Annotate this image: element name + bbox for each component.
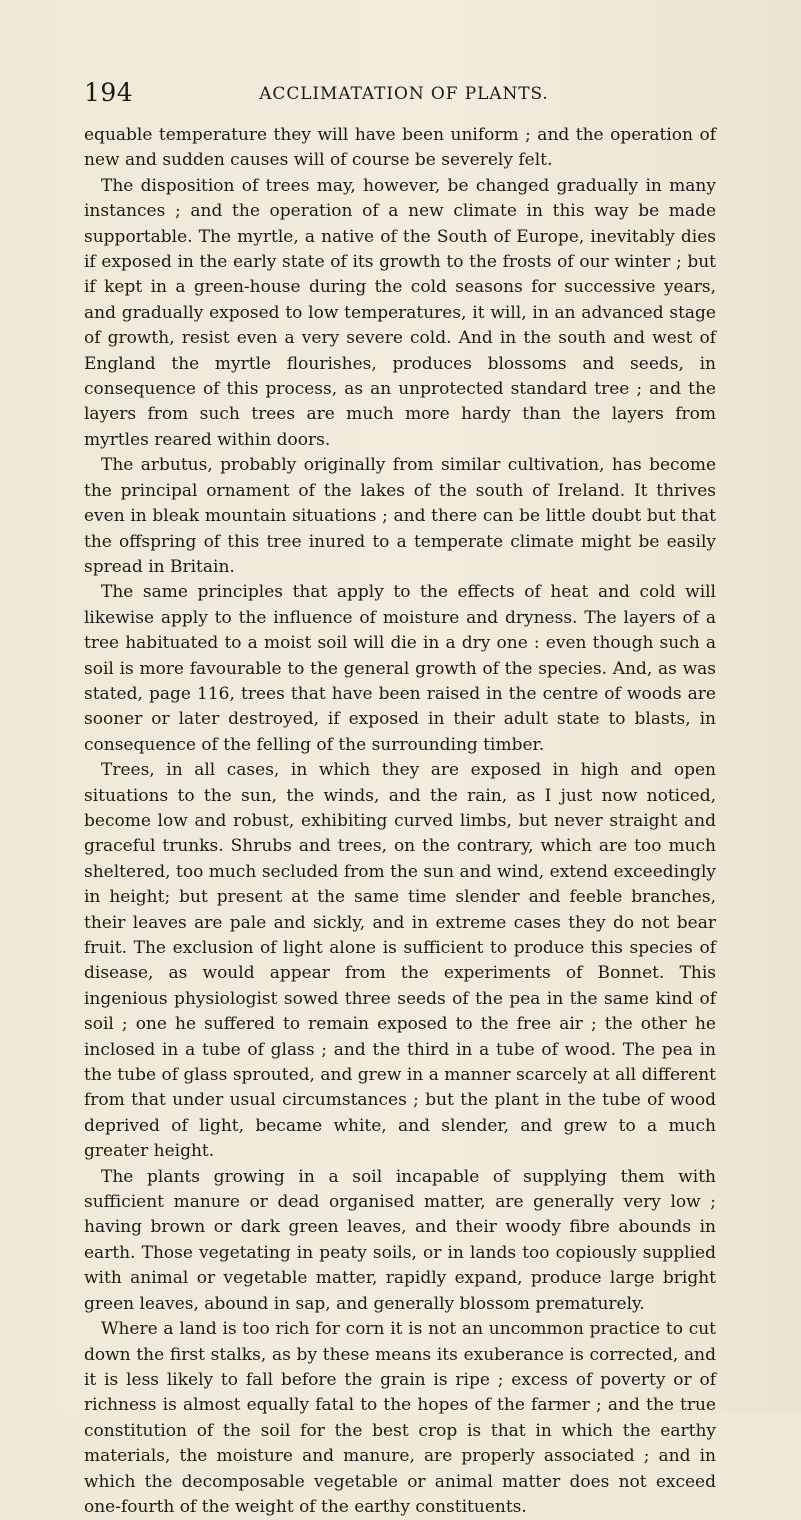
paragraph-soil: The plants growing in a soil incapable of supplying them with sufficient manure or dead organised matter, are generally very low ; having brown or dark green leaves, and their woody fibre abounds in earth. Those vegetating in peaty soils, or in lands too copiously supplied with animal or vegetable matter, rapidly expand, produce large bright green leaves, abound in sap, and generally blossom prematurely. (84, 1166, 716, 1314)
paragraph-exposure: Trees, in all cases, in which they are exposed in high and open situations to the sun, the winds, and the rain, as I just now noticed, become low and robust, exhibiting curved limbs, but never straight and graceful trunks. Shrubs and trees, on the contrary, which are too much sheltered, too much secluded from the sun and wind, extend exceedingly in height; but present at the same time slender and feeble branches, their leaves are pale and sickly, and in extreme cases they do not bear fruit. The exclusion of light alone is sufficient to produce this species of disease, as would appear from the experiments of Bonnet. This ingenious physiologist sowed three seeds of the pea in the same kind of soil ; one he suffered to remain exposed to the free air ; the other he inclosed in a tube of glass ; and the third in a tube of wood. The pea in the tube of glass sprouted, and grew in a manner scarcely at all different from that under usual circumstances ; but the plant in the tube of wood deprived of light, became white, and slender, and grew to a much greater height. (84, 760, 716, 1162)
paragraph-myrtle: The disposition of trees may, however, be changed gradually in many instances ; and the operation of a new climate in this way be made supportable. The myrtle, a native of the South of Europe, inevitably dies if exposed in the early state of its growth to the frosts of our winter ; but if kept in a green-house during the cold seasons for successive years, and gradually exposed to low temperatures, it will, in an advanced stage of growth, resist even a very severe cold. And in the south and west of England the myrtle flourishes, produces blossoms and seeds, in consequence of this process, as an unprotected standard tree ; and the layers from such trees are much more hardy than the layers from myrtles reared within doors. (84, 175, 716, 450)
paragraph-arbutus: The arbutus, probably originally from similar cultivation, has become the principal ornament of the lakes of the south of Ireland. It thrives even in bleak mountain situations ; and there can be little doubt but that the offspring of this tree inured to a temperate climate might be easily spread in Britain. (84, 455, 716, 577)
page-header (64, 78, 744, 112)
body-text (84, 123, 716, 1520)
paragraph-moisture: The same principles that apply to the effects of heat and cold will likewise apply to the influence of moisture and dryness. The layers of a tree habituated to a moist soil will die in a dry one : even though such a soil is more favourable to the general growth of the species. And, as was stated, page 116, trees that have been raised in the centre of woods are sooner or later destroyed, if exposed in their adult state to blasts, in consequence of the felling of the surrounding timber. (84, 582, 716, 755)
page-number: 194 (84, 78, 134, 107)
paragraph-continued: equable temperature they will have been uniform ; and the operation of new and sudden causes will of course be severely felt. (84, 125, 716, 171)
running-title: ACCLIMATATION OF PLANTS. (259, 84, 549, 104)
paragraph-corn: Where a land is too rich for corn it is not an uncommon practice to cut down the first stalks, as by these means its exuberance is corrected, and it is less likely to fall before the grain is ripe ; excess of poverty or of richness is almost equally fatal to the hopes of the farmer ; and the true constitution of the soil for the best crop is that in which the earthy materials, the moisture and manure, are properly associated ; and in which the decomposable vegetable or animal matter does not exceed one-fourth of the weight of the earthy constituents. (84, 1319, 716, 1517)
